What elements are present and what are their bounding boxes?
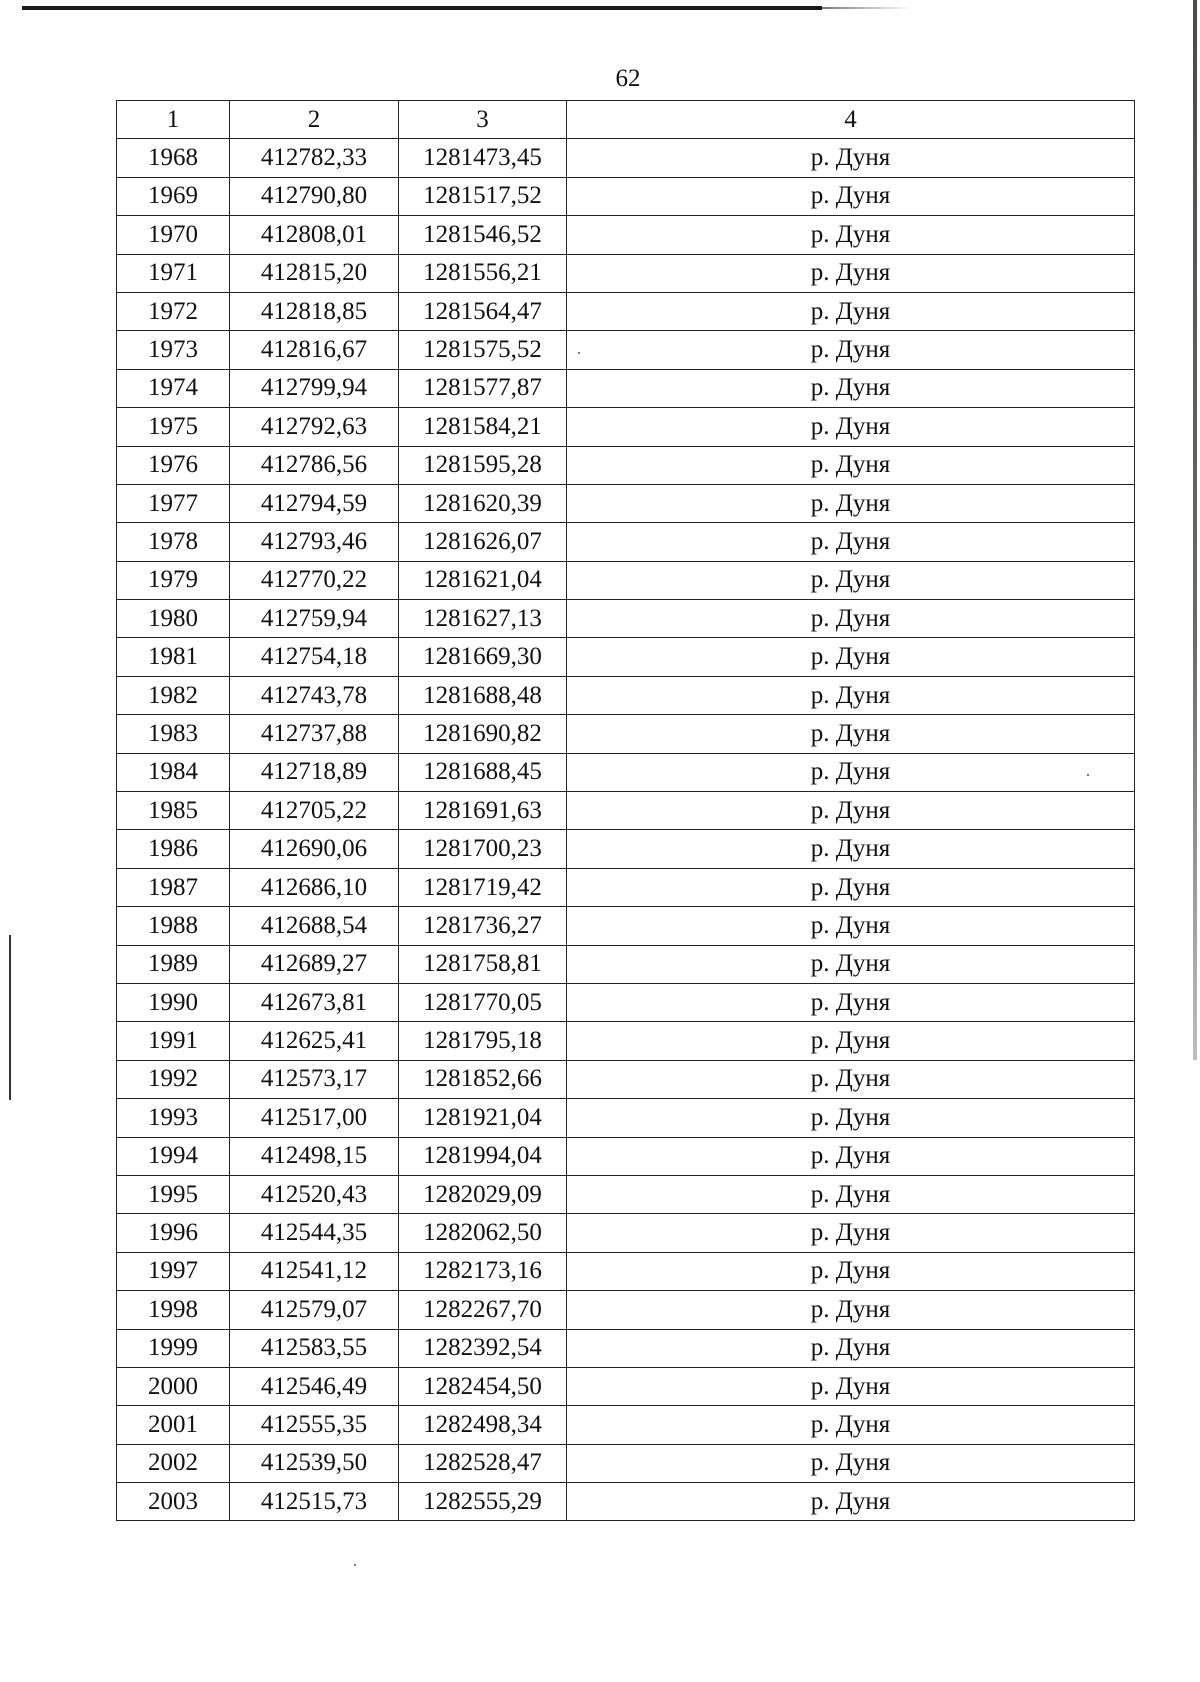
cell-description: р. Дуня: [567, 408, 1135, 446]
table-row: [117, 830, 1135, 868]
cell-x-coordinate: 412790,80: [230, 177, 399, 215]
page-number: 62: [615, 65, 641, 92]
cell-point-number: 1979: [117, 561, 230, 599]
cell-y-coordinate: 1281994,04: [399, 1137, 567, 1175]
cell-description: р. Дуня: [567, 561, 1135, 599]
cell-y-coordinate: 1281690,82: [399, 715, 567, 753]
table-row: [117, 1367, 1135, 1405]
cell-y-coordinate: 1281736,27: [399, 907, 567, 945]
cell-x-coordinate: 412625,41: [230, 1022, 399, 1060]
table-row: [117, 254, 1135, 292]
cell-description: р. Дуня: [567, 1022, 1135, 1060]
scan-right-edge-shadow: [1193, 0, 1197, 1060]
cell-description: р. Дуня: [567, 1214, 1135, 1252]
cell-point-number: 1977: [117, 484, 230, 522]
cell-y-coordinate: 1281758,81: [399, 945, 567, 983]
cell-y-coordinate: 1281517,52: [399, 177, 567, 215]
table-row: [117, 1483, 1135, 1521]
cell-description: р. Дуня: [567, 1060, 1135, 1098]
cell-point-number: 1975: [117, 408, 230, 446]
cell-description: р. Дуня: [567, 523, 1135, 561]
cell-y-coordinate: 1281852,66: [399, 1060, 567, 1098]
cell-y-coordinate: 1281584,21: [399, 408, 567, 446]
cell-point-number: 1991: [117, 1022, 230, 1060]
cell-x-coordinate: 412794,59: [230, 484, 399, 522]
cell-x-coordinate: 412743,78: [230, 676, 399, 714]
scan-left-margin-mark: [9, 935, 11, 1100]
cell-x-coordinate: 412705,22: [230, 792, 399, 830]
cell-x-coordinate: 412517,00: [230, 1099, 399, 1137]
cell-x-coordinate: 412690,06: [230, 830, 399, 868]
cell-point-number: 1986: [117, 830, 230, 868]
cell-y-coordinate: 1281546,52: [399, 216, 567, 254]
cell-point-number: 2003: [117, 1483, 230, 1521]
cell-y-coordinate: 1281795,18: [399, 1022, 567, 1060]
cell-point-number: 1981: [117, 638, 230, 676]
cell-x-coordinate: 412799,94: [230, 369, 399, 407]
cell-x-coordinate: 412816,67: [230, 331, 399, 369]
cell-point-number: 1987: [117, 868, 230, 906]
cell-point-number: 1989: [117, 945, 230, 983]
table-row: [117, 715, 1135, 753]
cell-x-coordinate: 412718,89: [230, 753, 399, 791]
table-row: [117, 1406, 1135, 1444]
cell-point-number: 1969: [117, 177, 230, 215]
cell-description: р. Дуня: [567, 715, 1135, 753]
cell-y-coordinate: 1281595,28: [399, 446, 567, 484]
cell-x-coordinate: 412793,46: [230, 523, 399, 561]
cell-y-coordinate: 1281688,45: [399, 753, 567, 791]
scan-top-border-fade: [822, 7, 912, 9]
cell-description: р. Дуня: [567, 1367, 1135, 1405]
cell-x-coordinate: 412737,88: [230, 715, 399, 753]
table-row: [117, 369, 1135, 407]
cell-y-coordinate: 1281770,05: [399, 983, 567, 1021]
table-row: [117, 216, 1135, 254]
table-header: [117, 101, 1135, 139]
cell-description: р. Дуня: [567, 945, 1135, 983]
table-row: [117, 983, 1135, 1021]
cell-x-coordinate: 412673,81: [230, 983, 399, 1021]
cell-point-number: 1998: [117, 1291, 230, 1329]
cell-point-number: 1972: [117, 292, 230, 330]
cell-point-number: 1980: [117, 600, 230, 638]
cell-description: р. Дуня: [567, 676, 1135, 714]
cell-point-number: 1971: [117, 254, 230, 292]
cell-point-number: 1983: [117, 715, 230, 753]
table-row: [117, 792, 1135, 830]
cell-point-number: 1996: [117, 1214, 230, 1252]
cell-y-coordinate: 1281921,04: [399, 1099, 567, 1137]
table-row: [117, 753, 1135, 791]
cell-description: р. Дуня: [567, 1175, 1135, 1213]
cell-description: р. Дуня: [567, 446, 1135, 484]
cell-x-coordinate: 412520,43: [230, 1175, 399, 1213]
header-row: [117, 101, 1135, 139]
header-cell-point-number: 1: [117, 101, 230, 139]
table-row: [117, 1137, 1135, 1175]
scan-top-border-line: [22, 6, 822, 10]
cell-y-coordinate: 1281691,63: [399, 792, 567, 830]
cell-description: р. Дуня: [567, 1291, 1135, 1329]
table-row: [117, 1214, 1135, 1252]
table-row: [117, 561, 1135, 599]
cell-y-coordinate: 1282173,16: [399, 1252, 567, 1290]
cell-description: р. Дуня: [567, 292, 1135, 330]
table-body: [117, 139, 1135, 1521]
cell-x-coordinate: 412541,12: [230, 1252, 399, 1290]
cell-point-number: 1997: [117, 1252, 230, 1290]
cell-y-coordinate: 1281564,47: [399, 292, 567, 330]
cell-y-coordinate: 1281556,21: [399, 254, 567, 292]
cell-x-coordinate: 412583,55: [230, 1329, 399, 1367]
cell-x-coordinate: 412498,15: [230, 1137, 399, 1175]
table-row: [117, 1175, 1135, 1213]
cell-y-coordinate: 1281669,30: [399, 638, 567, 676]
cell-x-coordinate: 412546,49: [230, 1367, 399, 1405]
table-row: [117, 1252, 1135, 1290]
cell-description: р. Дуня: [567, 753, 1135, 791]
cell-x-coordinate: 412539,50: [230, 1444, 399, 1482]
table-row: [117, 638, 1135, 676]
table-row: [117, 523, 1135, 561]
cell-point-number: 2000: [117, 1367, 230, 1405]
coordinates-table: [116, 100, 1135, 1521]
cell-description: р. Дуня: [567, 484, 1135, 522]
cell-y-coordinate: 1282498,34: [399, 1406, 567, 1444]
table-row: [117, 408, 1135, 446]
cell-y-coordinate: 1282267,70: [399, 1291, 567, 1329]
cell-point-number: 1993: [117, 1099, 230, 1137]
cell-description: р. Дуня: [567, 177, 1135, 215]
cell-point-number: 1992: [117, 1060, 230, 1098]
table-row: [117, 484, 1135, 522]
cell-point-number: 1984: [117, 753, 230, 791]
cell-point-number: 1978: [117, 523, 230, 561]
cell-x-coordinate: 412770,22: [230, 561, 399, 599]
cell-point-number: 1988: [117, 907, 230, 945]
cell-y-coordinate: 1281577,87: [399, 369, 567, 407]
cell-x-coordinate: 412573,17: [230, 1060, 399, 1098]
cell-x-coordinate: 412579,07: [230, 1291, 399, 1329]
header-cell-x-coordinate: 2: [230, 101, 399, 139]
table-row: [117, 1329, 1135, 1367]
cell-y-coordinate: 1282454,50: [399, 1367, 567, 1405]
cell-description: р. Дуня: [567, 1099, 1135, 1137]
cell-point-number: 1990: [117, 983, 230, 1021]
cell-x-coordinate: 412759,94: [230, 600, 399, 638]
cell-x-coordinate: 412754,18: [230, 638, 399, 676]
cell-point-number: 1974: [117, 369, 230, 407]
cell-point-number: 2001: [117, 1406, 230, 1444]
scan-speck: [354, 1564, 356, 1566]
table-row: [117, 676, 1135, 714]
cell-description: р. Дуня: [567, 139, 1135, 177]
cell-x-coordinate: 412818,85: [230, 292, 399, 330]
cell-description: р. Дуня: [567, 1329, 1135, 1367]
cell-x-coordinate: 412515,73: [230, 1483, 399, 1521]
cell-description: р. Дуня: [567, 1137, 1135, 1175]
table-row: [117, 446, 1135, 484]
table-row: [117, 1444, 1135, 1482]
cell-description: р. Дуня: [567, 830, 1135, 868]
cell-x-coordinate: 412688,54: [230, 907, 399, 945]
cell-description: р. Дуня: [567, 600, 1135, 638]
cell-point-number: 1994: [117, 1137, 230, 1175]
cell-description: р. Дуня: [567, 1483, 1135, 1521]
cell-point-number: 1973: [117, 331, 230, 369]
cell-x-coordinate: 412782,33: [230, 139, 399, 177]
cell-description: р. Дуня: [567, 792, 1135, 830]
cell-y-coordinate: 1281719,42: [399, 868, 567, 906]
cell-description: р. Дуня: [567, 331, 1135, 369]
cell-point-number: 2002: [117, 1444, 230, 1482]
cell-point-number: 1995: [117, 1175, 230, 1213]
header-cell-description: 4: [567, 101, 1135, 139]
cell-x-coordinate: 412689,27: [230, 945, 399, 983]
table-row: [117, 600, 1135, 638]
cell-description: р. Дуня: [567, 369, 1135, 407]
cell-x-coordinate: 412792,63: [230, 408, 399, 446]
cell-point-number: 1976: [117, 446, 230, 484]
cell-description: р. Дуня: [567, 216, 1135, 254]
cell-description: р. Дуня: [567, 1444, 1135, 1482]
cell-point-number: 1968: [117, 139, 230, 177]
cell-y-coordinate: 1282392,54: [399, 1329, 567, 1367]
cell-x-coordinate: 412555,35: [230, 1406, 399, 1444]
cell-y-coordinate: 1281473,45: [399, 139, 567, 177]
table-row: [117, 1022, 1135, 1060]
cell-y-coordinate: 1282555,29: [399, 1483, 567, 1521]
table-row: [117, 868, 1135, 906]
table-row: [117, 331, 1135, 369]
cell-y-coordinate: 1281620,39: [399, 484, 567, 522]
cell-point-number: 1999: [117, 1329, 230, 1367]
cell-y-coordinate: 1281626,07: [399, 523, 567, 561]
table-row: [117, 1291, 1135, 1329]
cell-description: р. Дуня: [567, 254, 1135, 292]
table-row: [117, 292, 1135, 330]
cell-y-coordinate: 1282528,47: [399, 1444, 567, 1482]
cell-description: р. Дуня: [567, 1252, 1135, 1290]
cell-y-coordinate: 1281621,04: [399, 561, 567, 599]
cell-y-coordinate: 1281688,48: [399, 676, 567, 714]
cell-x-coordinate: 412786,56: [230, 446, 399, 484]
table-row: [117, 1060, 1135, 1098]
cell-description: р. Дуня: [567, 1406, 1135, 1444]
table-row: [117, 177, 1135, 215]
cell-y-coordinate: 1281627,13: [399, 600, 567, 638]
cell-description: р. Дуня: [567, 907, 1135, 945]
cell-y-coordinate: 1282062,50: [399, 1214, 567, 1252]
cell-x-coordinate: 412686,10: [230, 868, 399, 906]
cell-x-coordinate: 412808,01: [230, 216, 399, 254]
cell-x-coordinate: 412544,35: [230, 1214, 399, 1252]
cell-x-coordinate: 412815,20: [230, 254, 399, 292]
cell-y-coordinate: 1281700,23: [399, 830, 567, 868]
cell-description: р. Дуня: [567, 868, 1135, 906]
cell-description: р. Дуня: [567, 983, 1135, 1021]
cell-description: р. Дуня: [567, 638, 1135, 676]
table-row: [117, 907, 1135, 945]
table-row: [117, 945, 1135, 983]
cell-point-number: 1982: [117, 676, 230, 714]
cell-y-coordinate: 1282029,09: [399, 1175, 567, 1213]
cell-point-number: 1970: [117, 216, 230, 254]
table-row: [117, 139, 1135, 177]
table-row: [117, 1099, 1135, 1137]
cell-point-number: 1985: [117, 792, 230, 830]
cell-y-coordinate: 1281575,52: [399, 331, 567, 369]
header-cell-y-coordinate: 3: [399, 101, 567, 139]
